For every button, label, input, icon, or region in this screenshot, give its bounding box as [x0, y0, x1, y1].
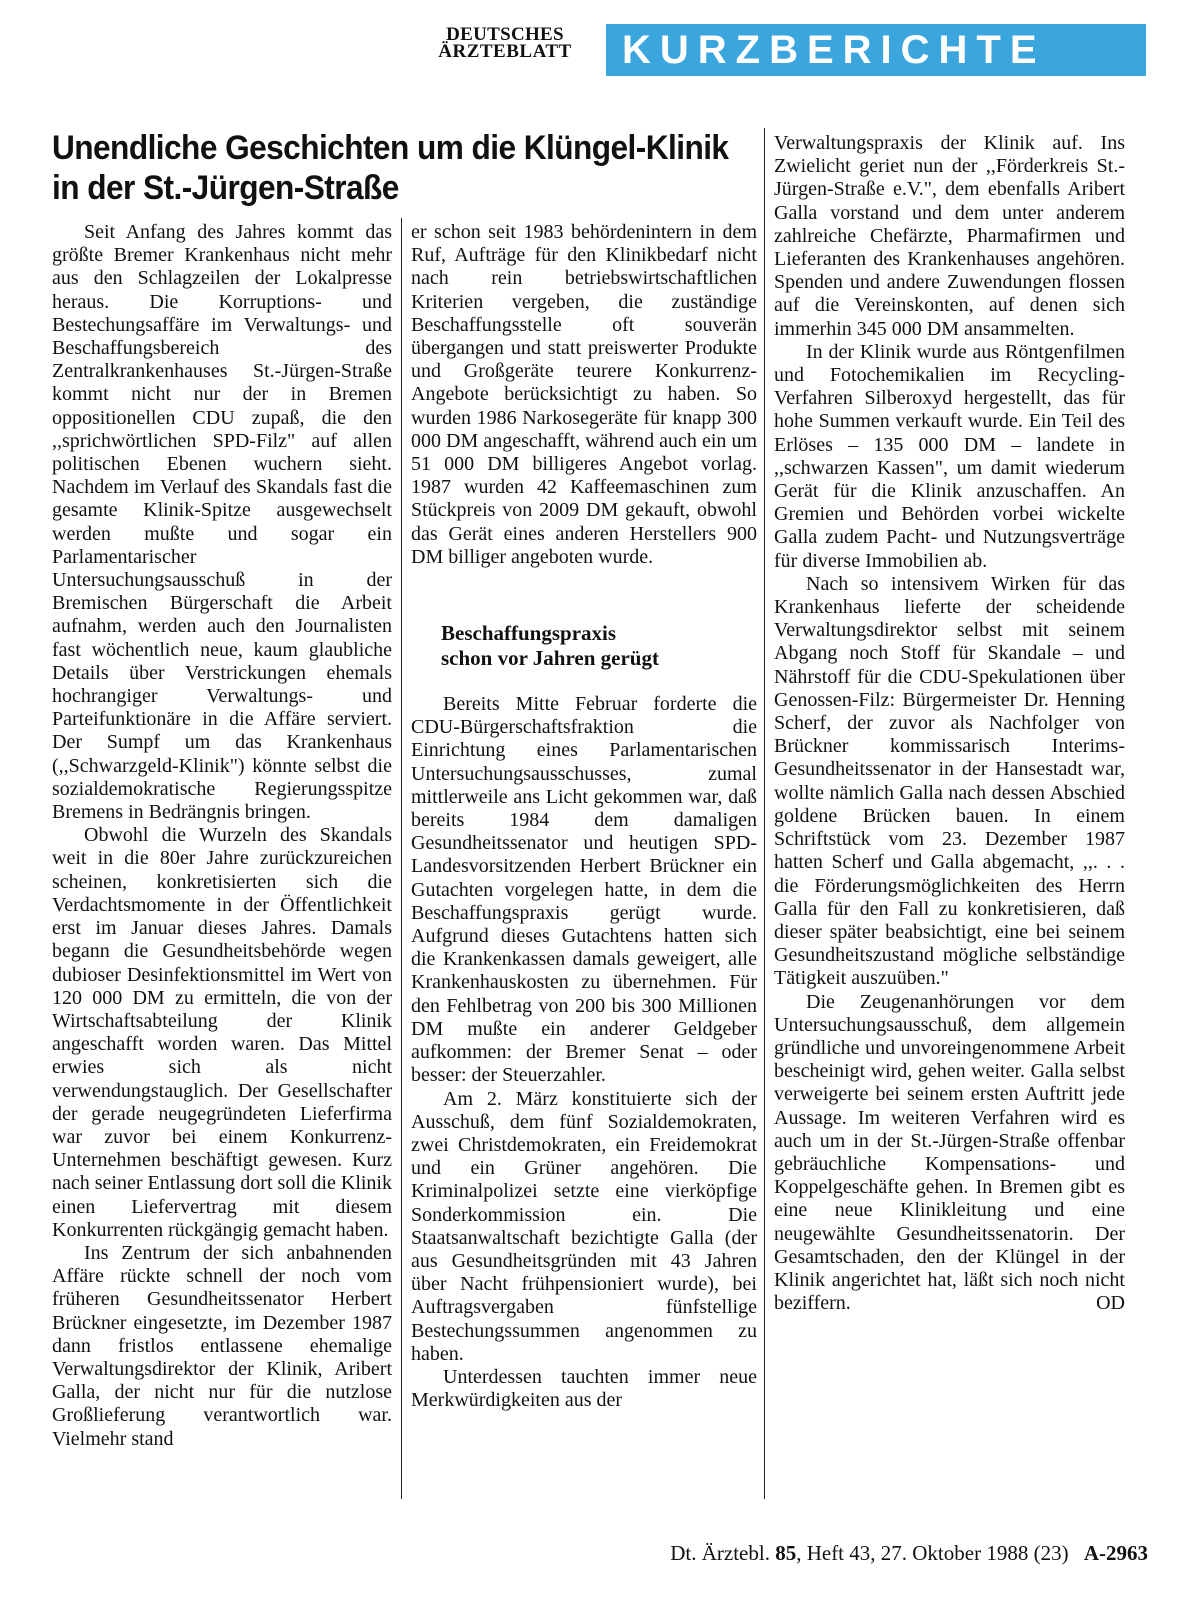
text-column-3: [774, 132, 1125, 1315]
paragraph: [774, 991, 1125, 1316]
journal-masthead: [425, 26, 585, 76]
author-signature: OD: [1096, 1292, 1125, 1315]
paragraph: Verwaltungspraxis der Klinik auf. Ins Zwielicht geriet nun der ,,Förderkreis St.-Jürgen-Straße e.V.", dem ebenfalls Aribert Galla vorstand und dem unter anderem zahlreiche Chefärzte, Pharmafirmen und Lieferanten des Krankenhauses angehören. Spenden und andere Zuwendungen flossen auf die Vereinskonten, auf denen sich immerhin 345 000 DM ansammelten.: [774, 132, 1125, 340]
text-column-2: [411, 221, 757, 1412]
page-footer: [670, 1541, 1148, 1566]
paragraph: In der Klinik wurde aus Röntgenfilmen und Fotochemikalien im Recycling-Verfahren Silberoxyd hergestellt, das für hohe Summen verkauft wurde. Ein Teil des Erlöses – 135 000 DM – landete in ,,schwarzen Kassen", um damit wiederum Gerät für die Klinik anzuschaffen. An Gremien und Behörden vorbei wickelte Galla zudem Pacht- und Nutzungsverträge für diverse Immobilien ab.: [774, 340, 1125, 572]
masthead-line-1: DEUTSCHES: [446, 24, 564, 45]
text-column-1: [52, 221, 392, 1451]
paragraph: Seit Anfang des Jahres kommt das größte Bremer Krankenhaus nicht mehr aus den Schlagzeilen der Lokalpresse heraus. Die Korruptions- und Bestechungsaffäre im Verwaltungs- und Beschaffungsbereich des Zentralkrankenhauses St.-Jürgen-Straße kommt nicht nur der in Bremen oppositionellen CDU zupaß, die den ,,sprichwörtlichen SPD-Filz" auf allen politischen Ebenen wuchern sieht. Nachdem im Verlauf des Skandals fast die gesamte Klinik-Spitze ausgewechselt werden mußte und sogar ein Parlamentarischer Untersuchungsausschuß in der Bremischen Bürgerschaft die Arbeit aufnahm, werden auch den Journalisten fast wöchentlich neue, kaum glaubliche Details über Verstrickungen ehemals hochrangiger Verwaltungs- und Parteifunktionäre in die Affäre serviert. Der Sumpf um das Krankenhaus (,,Schwarzgeld-Klinik") könnte selbst die sozialdemokratische Regierungsspitze Bremens in Bedrängnis bringen.: [52, 221, 392, 824]
paragraph: Nach so intensivem Wirken für das Krankenhaus lieferte der scheidende Verwaltungsdirektor selbst mit seinem Abgang noch Stoff für Skandale – und Nährstoff für die CDU-Spekulationen über Genossen-Filz: Bürgermeister Dr. Henning Scherf, der zuvor als Nachfolger von Brückner kommissarisch Interims-Gesundheitssenator in der Hansestadt war, wollte nämlich Galla nach dessen Abschied goldene Brücken bauen. In einem Schriftstück vom 23. Dezember 1987 hatten Scherf und Galla abgemacht, ,,. . . die Förderungsmöglichkeiten des Herrn Galla für den Fall zu konkretisieren, daß dieser später beabsichtigt, eine bei seinem Gesundheitszustand mögliche selbständige Tätigkeit auszuüben.": [774, 572, 1125, 990]
paragraph-text: Die Zeugenanhörungen vor dem Untersuchungsausschuß, dem allgemein gründliche und unvoreingenommene Arbeit bescheinigt wird, gehen weiter. Galla selbst verweigerte bei seinem ersten Auftritt jede Aussage. Im weiteren Verfahren wird es auch um in der St.-Jürgen-Straße offenbar gebräuchliche Kompensations- und Koppelgeschäfte gehen. In Bremen gibt es eine neue Klinikleitung und eine neugewählte Gesundheitssenatorin. Der Gesamtschaden, den der Klüngel in der Klinik angerichtet hat, läßt sich noch nicht beziffern.: [774, 990, 1125, 1315]
section-subheading: [441, 621, 757, 671]
masthead-line-2: ÄRZTEBLATT: [438, 41, 572, 62]
issue-date: , Heft 43, 27. Oktober 1988 (23): [796, 1541, 1069, 1565]
subheading-line-1: Beschaffungspraxis: [441, 621, 617, 646]
subheading-line-2: schon vor Jahren gerügt: [441, 646, 659, 671]
article-headline: [52, 128, 731, 208]
headline-line-1: Unendliche Geschichten um die Klüngel-Klinik: [52, 129, 729, 167]
paragraph: Bereits Mitte Februar forderte die CDU-Bürgerschaftsfraktion die Einrichtung eines Parlamentarischen Untersuchungsausschusses, zumal mittlerweile ans Licht gekommen war, daß bereits 1984 dem damaligen Gesundheitssenator und heutigen SPD-Landesvorsitzenden Herbert Brückner ein Gutachten vorgelegen hatte, in dem die Beschaffungspraxis gerügt wurde. Aufgrund dieses Gutachtens hatten sich die Krankenkassen damals geweigert, alle Krankenhauskosten zu übernehmen. Für den Fehlbetrag von 200 bis 300 Millionen DM mußte ein anderer Geldgeber aufkommen: der Bremer Senat – oder besser: der Steuerzahler.: [411, 693, 757, 1087]
paragraph: Unterdessen tauchten immer neue Merkwürdigkeiten aus der: [411, 1365, 757, 1412]
page-number: A-2963: [1083, 1541, 1148, 1565]
volume-number: 85: [775, 1541, 797, 1565]
headline-line-2: in der St.-Jürgen-Straße: [52, 169, 399, 207]
column-divider: [764, 128, 765, 1499]
paragraph: Obwohl die Wurzeln des Skandals weit in die 80er Jahre zurückzureichen scheinen, konkretisierten sich die Verdachtsmomente in der Öffentlichkeit erst im Januar dieses Jahres. Damals begann die Gesundheitsbehörde wegen dubioser Desinfektionsmittel im Wert von 120 000 DM zu ermitteln, die von der Wirtschaftsabteilung der Klinik angeschafft worden waren. Das Mittel erwies sich als nicht verwendungstauglich. Der Gesellschafter der gerade neugegründeten Lieferfirma war zuvor bei einem Konkurrenz-Unternehmen beschäftigt gewesen. Kurz nach seiner Entlassung dort soll die Klinik einen Liefervertrag mit diesem Konkurrenten rückgängig gemacht haben.: [52, 824, 392, 1241]
section-banner: KURZBERICHTE: [606, 24, 1146, 76]
paragraph: Am 2. März konstituierte sich der Ausschuß, dem fünf Sozialdemokraten, zwei Christdemokraten, ein Freidemokrat und ein Grüner angehören. Die Kriminalpolizei setzte eine vierköpfige Sonderkommission ein. Die Staatsanwaltschaft bezichtigte Galla (der aus Gesundheitsgründen mit 43 Jahren über Nacht frühpensioniert wurde), bei Auftragsvergaben fünfstellige Bestechungssummen angenommen zu haben.: [411, 1087, 757, 1365]
column-divider: [401, 218, 402, 1499]
paragraph: er schon seit 1983 behördenintern in dem Ruf, Aufträge für den Klinikbedarf nicht nach rein betriebswirtschaftlichen Kriterien vergeben, die zuständige Beschaffungsstelle oft souverän übergangen und statt preiswerter Produkte und Großgeräte teurere Konkurrenz-Angebote berücksichtigt zu haben. So wurden 1986 Narkosegeräte für knapp 300 000 DM angeschafft, während auch ein um 51 000 DM billigeres Angebot vorlag. 1987 wurden 42 Kaffeemaschinen zum Stückpreis von 2009 DM gekauft, obwohl das Gerät eines anderen Herstellers 900 DM billiger angeboten wurde.: [411, 221, 757, 568]
journal-abbrev: Dt. Ärztebl.: [670, 1541, 770, 1565]
paragraph: Ins Zentrum der sich anbahnenden Affäre rückte schnell der noch vom früheren Gesundheitssenator Herbert Brückner eingesetzte, im Dezember 1987 dann fristlos entlassene ehemalige Verwaltungsdirektor der Klinik, Aribert Galla, der nicht nur für die nutzlose Großlieferung verantwortlich war. Vielmehr stand: [52, 1241, 392, 1450]
